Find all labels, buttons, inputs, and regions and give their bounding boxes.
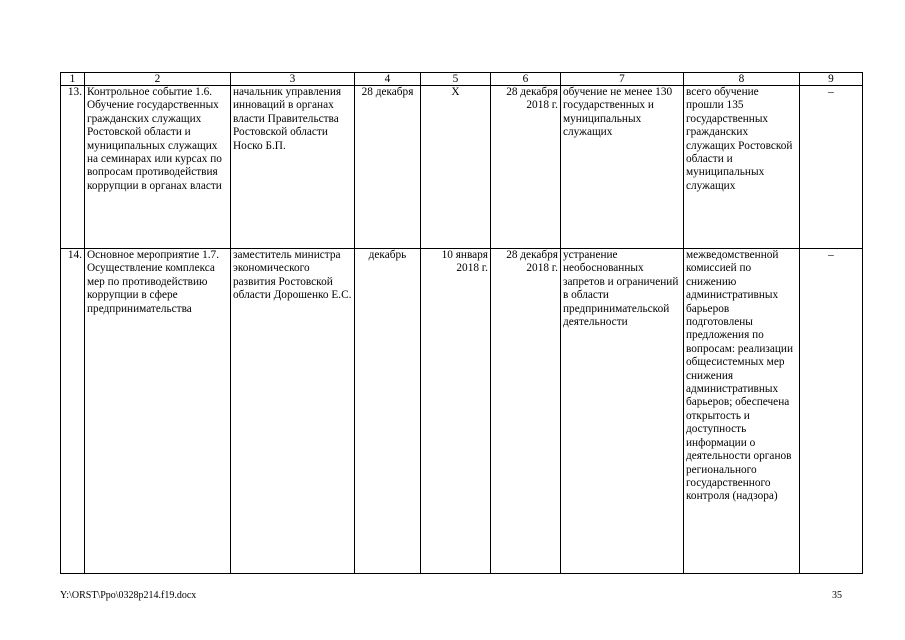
responsible-person: заместитель министра экономического развития Ростовской области Дорошенко Е.С. <box>231 249 355 574</box>
responsible-person: начальник управления инноваций в органах власти Правительства Ростовской области Носко Б.П. <box>231 86 355 249</box>
actual-result: межведомственной комиссией по снижению административных барьеров подготовлены предложения по вопросам: реализации общесистемных мер снижения административных барьеров; обеспечена открытость и доступность информации о деятельности органов регионального государственного контроля (надзора) <box>684 249 800 574</box>
planned-result: обучение не менее 130 государственных и муниципальных служащих <box>561 86 684 249</box>
planned-result: устранение необоснованных запретов и ограничений в области предпринимательской деятельности <box>561 249 684 574</box>
column-header-4: 4 <box>355 73 421 86</box>
actual-end-date: 28 декабря 2018 г. <box>491 249 561 574</box>
event-name: Контрольное событие 1.6. Обучение государственных гражданских служащих Ростовской области и муниципальных служащих на семинарах или курсах по вопросам противодействия коррупции в органах власти <box>85 86 231 249</box>
column-header-1: 1 <box>61 73 85 86</box>
column-header-6: 6 <box>491 73 561 86</box>
actual-end-date: 28 декабря 2018 г. <box>491 86 561 249</box>
column-header-2: 2 <box>85 73 231 86</box>
row-number: 13. <box>61 86 85 249</box>
page-number: 35 <box>832 590 842 601</box>
actual-start-date: 10 января 2018 г. <box>421 249 491 574</box>
note: – <box>800 86 863 249</box>
row-number: 14. <box>61 249 85 574</box>
column-header-9: 9 <box>800 73 863 86</box>
report-table <box>60 72 863 574</box>
planned-date: 28 декабря <box>355 86 421 249</box>
event-name: Основное мероприятие 1.7. Осуществление комплекса мер по противодействию коррупции в сфере предпринимательства <box>85 249 231 574</box>
column-header-3: 3 <box>231 73 355 86</box>
column-header-5: 5 <box>421 73 491 86</box>
table-row <box>61 249 863 574</box>
actual-result: всего обучение прошли 135 государственных гражданских служащих Ростовской области и муниципальных служащих <box>684 86 800 249</box>
actual-start-date: Х <box>421 86 491 249</box>
file-path: Y:\ORST\Ppo\0328p214.f19.docx <box>60 590 197 601</box>
planned-date: декабрь <box>355 249 421 574</box>
table-header-row <box>61 73 863 86</box>
column-header-7: 7 <box>561 73 684 86</box>
column-header-8: 8 <box>684 73 800 86</box>
table-row <box>61 86 863 249</box>
note: – <box>800 249 863 574</box>
